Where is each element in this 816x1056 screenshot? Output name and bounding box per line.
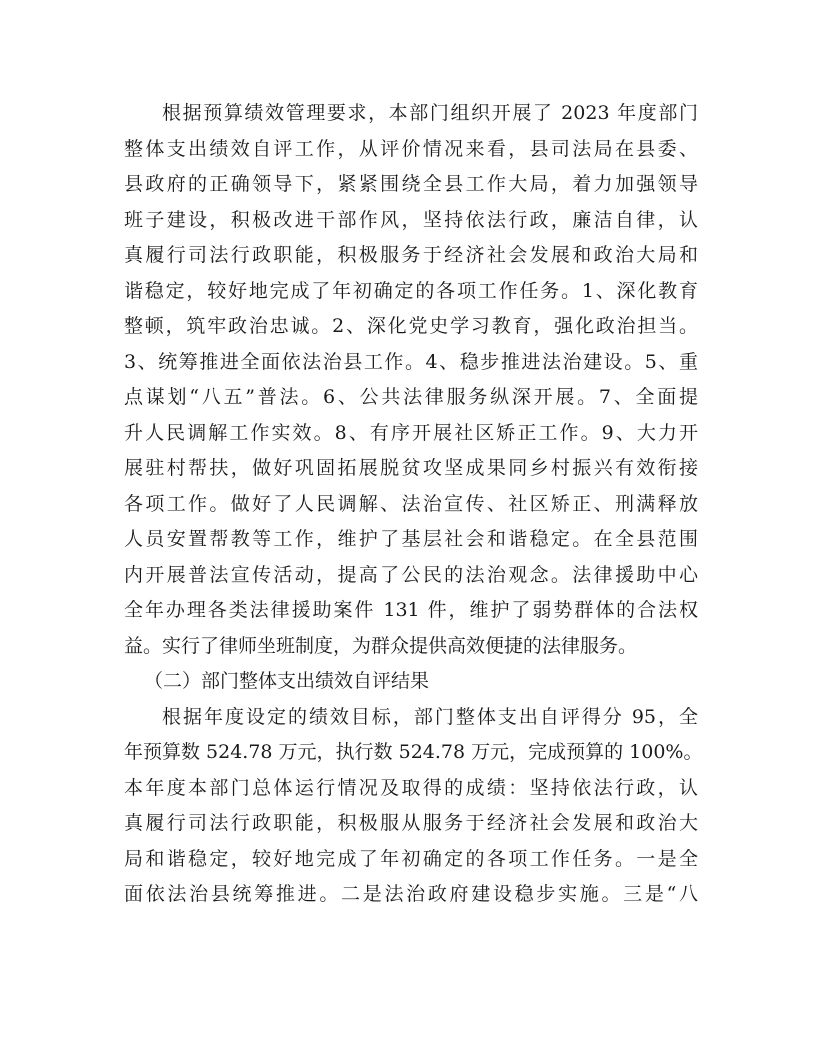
text-line: 内开展普法宣传活动，提高了公民的法治观念。法律援助中心 bbox=[124, 563, 698, 586]
text-line: 真履行司法行政职能，积极服务于经济社会发展和政治大局和 bbox=[124, 244, 698, 266]
text-line: 本年度本部门总体运行情况及取得的成绩：坚持依法行政，认 bbox=[124, 776, 698, 799]
document-page bbox=[124, 96, 703, 913]
section-heading: （二）部门整体支出绩效自评结果 bbox=[144, 670, 430, 692]
paragraph-2 bbox=[124, 700, 703, 913]
text-line: 展驻村帮扶，做好巩固拓展脱贫攻坚成果同乡村振兴有效衔接 bbox=[124, 457, 698, 479]
text-line: 3、统筹推进全面依法治县工作。4、稳步推进法治建设。5、重 bbox=[124, 350, 698, 373]
text-line: 真履行司法行政职能，积极服从服务于经济社会发展和政治大 bbox=[124, 812, 698, 834]
text-line: 全年办理各类法律援助案件 131 件，维护了弱势群体的合法权 bbox=[124, 599, 698, 621]
text-line: 局和谐稳定，较好地完成了年初确定的各项工作任务。一是全 bbox=[124, 847, 698, 870]
text-line: 各项工作。做好了人民调解、法治宣传、社区矫正、刑满释放 bbox=[124, 492, 698, 515]
text-line: 整体支出绩效自评工作，从评价情况来看，县司法局在县委、 bbox=[124, 137, 698, 160]
text-line: 根据预算绩效管理要求，本部门组织开展了 2023 年度部门 bbox=[162, 102, 698, 124]
text-line: 县政府的正确领导下，紧紧围绕全县工作大局，着力加强领导 bbox=[124, 173, 698, 195]
text-line: 班子建设，积极改进干部作风，坚持依法行政，廉洁自律，认 bbox=[124, 208, 698, 231]
text-line: 升人民调解工作实效。8、有序开展社区矫正工作。9、大力开 bbox=[124, 421, 698, 444]
text-line: 根据年度设定的绩效目标，部门整体支出自评得分 95，全 bbox=[162, 705, 698, 728]
paragraph-1 bbox=[124, 96, 698, 664]
text-line: 面依法治县统筹推进。二是法治政府建设稳步实施。三是“八 bbox=[124, 883, 698, 905]
text-line: 点谋划“八五”普法。6、公共法律服务纵深开展。7、全面提 bbox=[124, 386, 698, 408]
text-line: 年预算数 524.78 万元，执行数 524.78 万元，完成预算的 100%。 bbox=[124, 741, 703, 763]
text-line: 人员安置帮教等工作，维护了基层社会和谐稳定。在全县范围 bbox=[124, 528, 698, 550]
text-line: 谐稳定，较好地完成了年初确定的各项工作任务。1、深化教育 bbox=[124, 279, 698, 302]
text-line: 整顿，筑牢政治忠诚。2、深化党史学习教育，强化政治担当。 bbox=[124, 315, 698, 337]
text-line: 益。实行了律师坐班制度，为群众提供高效便捷的法律服务。 bbox=[124, 634, 638, 657]
